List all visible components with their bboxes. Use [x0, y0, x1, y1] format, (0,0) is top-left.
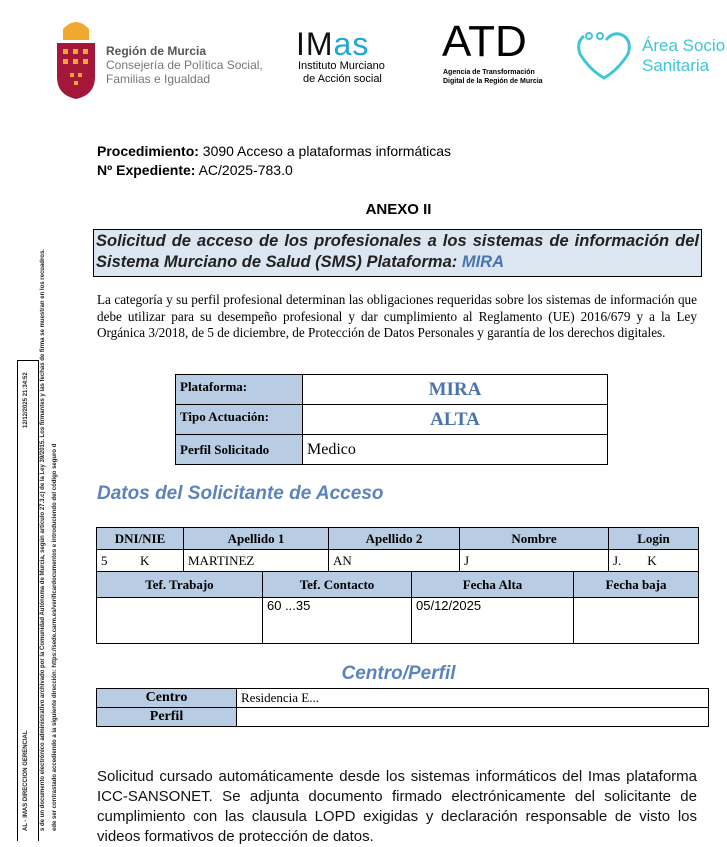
center-section-title: Centro/Perfil — [341, 663, 456, 684]
murcia-crest-icon — [55, 17, 97, 99]
legal-notice: s de un documento electrónico administrativo archivado por la Comunidad Autónoma de Murcia, según artículo 27.3.c) de la Ley 39/2015. Los firmantes y las fechas de firma se muestran en los recuadros. — [40, 249, 46, 831]
closing-paragraph: Solicitud cursado automáticamente desde los sistemas informáticos del Imas plataforma ICC-SANSONET. Se adjunta documento firmado electrónicamente del solicitante de cumplimiento con las clausula LOPD exigidas y declaración responsable de visto los videos formativos de protección de datos. — [97, 768, 697, 845]
expediente-line: Nº Expediente: AC/2025-783.0 — [97, 162, 293, 178]
procedure-line: Procedimiento: 3090 Acceso a plataformas informáticas — [97, 143, 452, 159]
verification-notice: ede ser contrastado accediendo a la siguiente dirección: https://sede.carm.es/verificardocumentos e introduciendo del código seguro d — [52, 443, 58, 831]
intro-paragraph: La categoría y su perfil profesional determinan las obligaciones requeridas sobre los sistemas de información que debe utilizar para su desempeño profesional y dar cumplimiento al Reglamento (UE) 2016/679 y a la Ley Orgánica 3/2018, de 5 de diciembre, de Protección de Datos Personales y garantía de los derechos digitales. — [97, 292, 697, 340]
signature-timestamp: 12/12/2025 21:34:52 — [23, 372, 29, 428]
center-table: Centro Residencia E... Perfil — [96, 688, 709, 727]
applicant-section-title: Datos del Solicitante de Acceso — [97, 483, 384, 504]
applicant-table-1: DNI/NIE Apellido 1 Apellido 2 Nombre Login 5 K MARTINEZ AN J J. K — [96, 527, 699, 572]
signer-name: AL - IMAS DIRECCION GERENCIAL — [23, 730, 29, 831]
annex-heading: ANEXO II — [365, 201, 432, 218]
request-title: Solicitud de acceso de los profesionales a los sistemas de información del Sistema Murciano de Salud (SMS) Plataforma: MIRA — [93, 229, 702, 277]
summary-table: Plataforma: MIRA Tipo Actuación: ALTA Perfil Solicitado Medico — [175, 374, 608, 465]
stethoscope-heart-icon — [576, 30, 632, 80]
applicant-table-2: Tef. Trabajo Tef. Contacto Fecha Alta Fecha baja 60 ...35 05/12/2025 — [96, 571, 699, 644]
